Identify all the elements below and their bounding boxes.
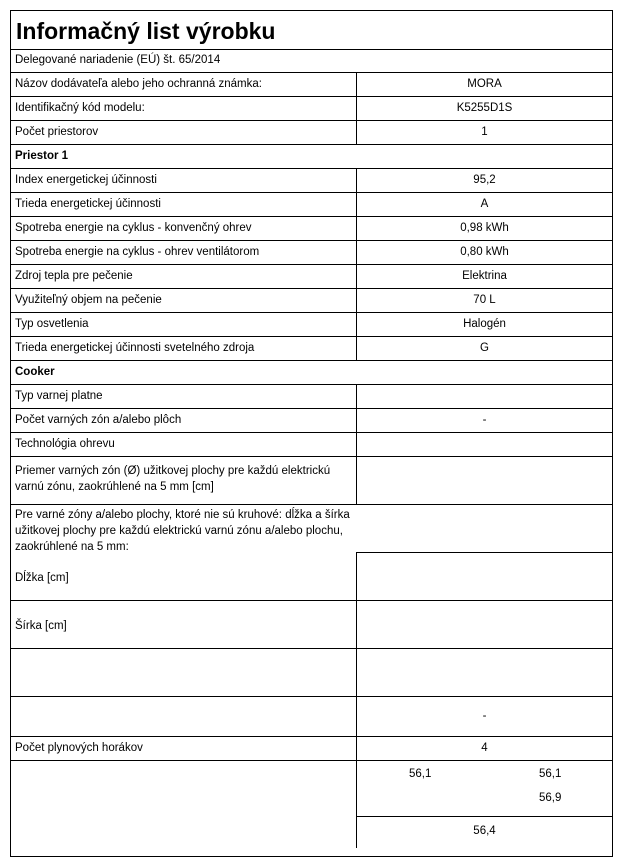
divider — [11, 504, 612, 505]
hob-type-label: Typ varnej platne — [15, 390, 103, 402]
heat-source-label: Zdroj tepla pre pečenie — [15, 270, 133, 282]
energy-class-value: A — [480, 198, 489, 210]
divider — [11, 408, 612, 409]
width-label: Šírka [cm] — [15, 620, 67, 632]
divider — [11, 288, 612, 289]
zones-value: - — [482, 414, 487, 426]
burner-efficiency-value: 56,4 — [473, 825, 496, 837]
gas-burners-value: 4 — [481, 742, 488, 754]
fan-energy-label: Spotreba energie na cyklus - ohrev ventilátorom — [15, 246, 260, 258]
divider — [11, 600, 612, 601]
burner-efficiency-value: 56,1 — [409, 768, 432, 780]
divider — [11, 168, 612, 169]
volume-label: Využiteľný objem na pečenie — [15, 294, 162, 306]
product-information-sheet — [10, 10, 613, 857]
divider — [11, 360, 612, 361]
divider — [11, 696, 612, 697]
divider — [11, 72, 612, 73]
heating-technology-label: Technológia ohrevu — [15, 438, 115, 450]
divider — [11, 144, 612, 145]
regulation-reference: Delegované nariadenie (EÚ) št. 65/2014 — [15, 54, 221, 66]
divider — [11, 736, 612, 737]
gas-burners-label: Počet plynových horákov — [15, 742, 143, 754]
supplier-value: MORA — [467, 78, 502, 90]
heat-source-value: Elektrina — [462, 270, 507, 282]
burner-efficiency-value: 56,1 — [539, 768, 562, 780]
divider — [11, 312, 612, 313]
zones-label: Počet varných zón a/alebo plôch — [15, 414, 182, 426]
divider — [11, 192, 612, 193]
divider — [11, 384, 612, 385]
section-heading-cooker: Cooker — [15, 366, 55, 378]
eei-label: Index energetickej účinnosti — [15, 174, 157, 186]
non-circular-zones-label: Pre varné zóny a/alebo plochy, ktoré nie sú kruhové: dĺžka a šírka užitkovej plochy pre každú elektrickú varnú zónu a/alebo plochu, zaokrúhlené na 5 mm: — [15, 509, 350, 553]
divider — [11, 120, 612, 121]
energy-class-label: Trieda energetickej účinnosti — [15, 198, 161, 210]
volume-value: 70 L — [473, 294, 496, 306]
model-label: Identifikačný kód modelu: — [15, 102, 145, 114]
divider — [11, 336, 612, 337]
divider — [11, 96, 612, 97]
light-class-label: Trieda energetickej účinnosti svetelného zdroja — [15, 342, 255, 354]
model-value: K5255D1S — [456, 102, 513, 114]
column-divider — [356, 552, 357, 848]
divider — [11, 216, 612, 217]
blank-row-value: - — [482, 710, 487, 722]
lighting-type-value: Halogén — [463, 318, 506, 330]
divider — [11, 240, 612, 241]
column-divider — [356, 384, 357, 504]
divider — [356, 552, 612, 553]
conventional-energy-label: Spotreba energie na cyklus - konvenčný ohrev — [15, 222, 252, 234]
cavities-label: Počet priestorov — [15, 126, 99, 138]
divider — [11, 456, 612, 457]
conventional-energy-value: 0,98 kWh — [460, 222, 509, 234]
length-label: Dĺžka [cm] — [15, 572, 69, 584]
eei-value: 95,2 — [473, 174, 496, 186]
supplier-label: Názov dodávateľa alebo jeho ochranná známka: — [15, 78, 262, 90]
burner-efficiency-value: 56,9 — [539, 792, 562, 804]
divider — [11, 648, 612, 649]
section-heading-cavity: Priestor 1 — [15, 150, 69, 162]
light-class-value: G — [480, 342, 489, 354]
divider — [356, 816, 612, 817]
diameter-label: Priemer varných zón (Ø) užitkovej plochy pre každú elektrickú varnú zónu, zaokrúhlené na 5 mm [cm] — [15, 465, 331, 493]
page-title: Informačný list výrobku — [16, 18, 276, 44]
divider — [11, 760, 612, 761]
fan-energy-value: 0,80 kWh — [460, 246, 509, 258]
cavities-value: 1 — [481, 126, 488, 138]
divider — [11, 49, 612, 50]
divider — [11, 264, 612, 265]
lighting-type-label: Typ osvetlenia — [15, 318, 89, 330]
divider — [11, 432, 612, 433]
